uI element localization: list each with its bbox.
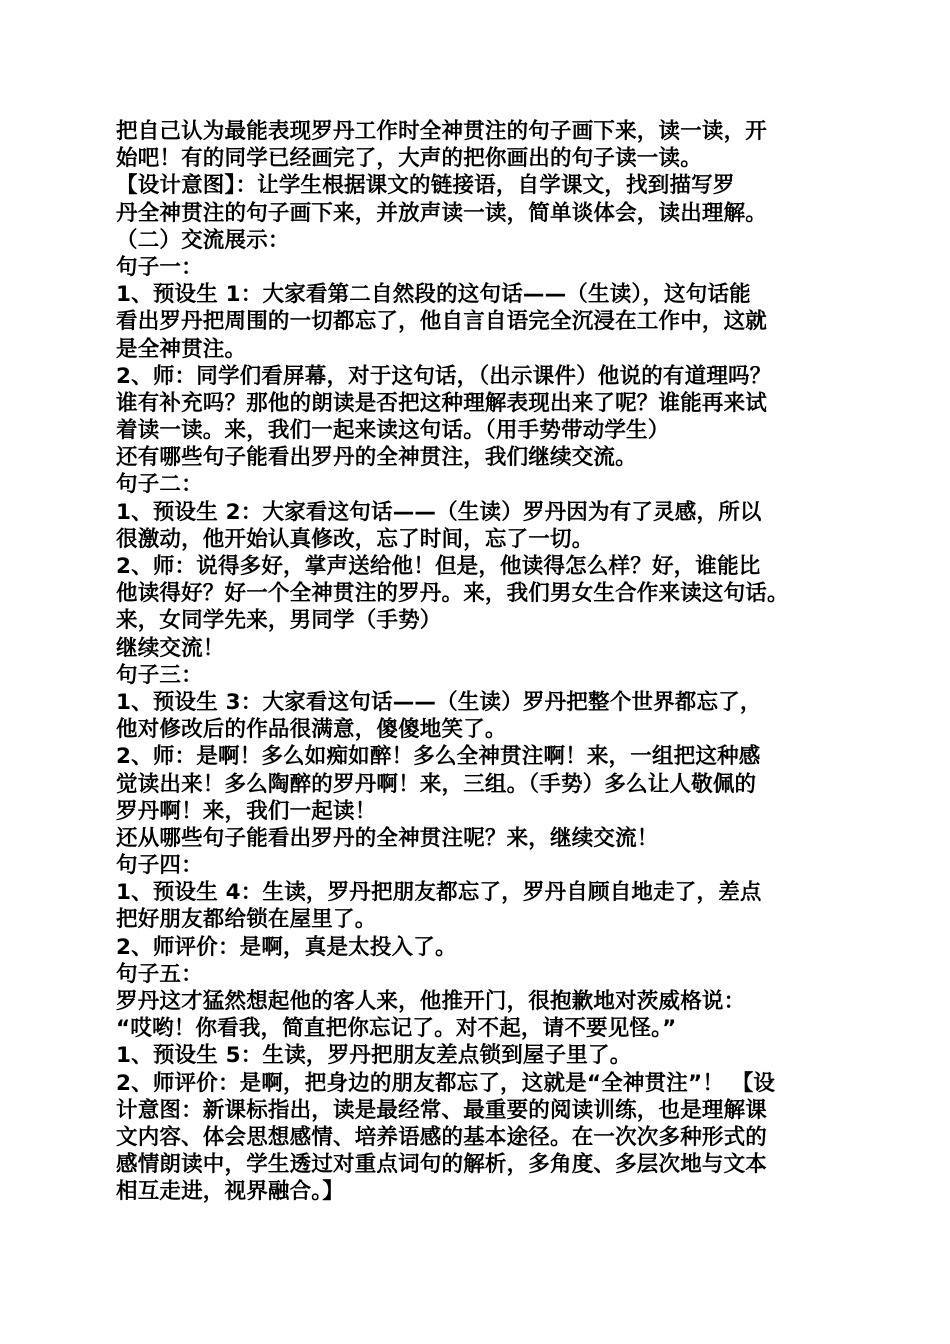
text-line: 是全神贯注。 [116, 336, 247, 362]
text-line: 【设计意图】：让学生根据课文的链接语，自学课文，找到描写罗 [116, 173, 735, 199]
sentence-heading: 句子二： [116, 472, 203, 498]
text-line: 2、师评价：是啊，真是太投入了。 [116, 934, 457, 960]
text-line: 感情朗读中，学生透过对重点词句的解析，多角度、多层次地与文本 [116, 1152, 768, 1178]
text-line: 1、预设生 1：大家看第二自然段的这句话——（生读），这句话能 [116, 282, 751, 308]
text-line: 还有哪些句子能看出罗丹的全神贯注，我们继续交流。 [116, 445, 637, 471]
sentence-heading: 句子五： [116, 961, 203, 987]
text-line: 2、师：说得多好，掌声送给他！但是，他读得怎么样？好，谁能比 [116, 554, 761, 579]
text-line: 着读一读。来，我们一起来读这句话。（用手势带动学生） [116, 418, 670, 444]
text-line: “哎哟！你看我，简直把你忘记了。对不起，请不要见怪。” [116, 1016, 677, 1042]
text-line: 看出罗丹把周围的一切都忘了，他自言自语完全沉浸在工作中，这就 [116, 309, 768, 335]
text-line: 始吧！有的同学已经画完了，大声的把你画出的句子读一读。 [116, 146, 702, 172]
text-line: 继续交流！ [116, 635, 225, 661]
text-line: 文内容、体会思想感情、培养语感的基本途径。在一次次多种形式的 [116, 1124, 768, 1150]
text-line: 丹全神贯注的句子画下来，并放声读一读，简单谈体会，读出理解。 [116, 200, 768, 226]
text-line: 1、预设生 4：生读，罗丹把朋友都忘了，罗丹自顾自地走了，差点 [116, 880, 762, 906]
text-line: 1、预设生 2：大家看这句话——（生读）罗丹因为有了灵感，所以 [116, 499, 762, 525]
text-line: 2、师：同学们看屏幕，对于这句话，（出示课件）他说的有道理吗？ [116, 363, 772, 389]
text-line: 他对修改后的作品很满意，傻傻地笑了。 [116, 717, 507, 743]
text-line: 很激动，他开始认真修改，忘了时间，忘了一切。 [116, 526, 594, 552]
document-body [116, 118, 840, 1206]
text-line: 罗丹这才猛然想起他的客人来，他推开门，很抱歉地对茨威格说： [116, 989, 746, 1014]
text-line: 来，女同学先来，男同学（手势） [116, 608, 442, 634]
text-line: 把好朋友都给锁在屋里了。 [116, 907, 377, 933]
text-line: 相互走进，视界融合。】 [116, 1179, 344, 1205]
sentence-heading: 句子三： [116, 662, 203, 688]
text-line: 计意图：新课标指出，读是最经常、最重要的阅读训练，也是理解课 [116, 1097, 768, 1123]
text-line: 罗丹啊！来，我们一起读！ [116, 798, 377, 824]
sentence-heading: 句子一： [116, 254, 203, 280]
text-line: 把自己认为最能表现罗丹工作时全神贯注的句子画下来，读一读，开 [116, 119, 768, 144]
text-line: 觉读出来！多么陶醉的罗丹啊！来，三组。（手势）多么让人敬佩的 [116, 771, 757, 797]
text-line: 2、师：是啊！多么如痴如醉！多么全神贯注啊！来，一组把这种感 [116, 744, 761, 770]
text-line: 还从哪些句子能看出罗丹的全神贯注呢？来，继续交流！ [116, 825, 659, 851]
sentence-heading: 句子四： [116, 853, 203, 879]
section-heading: （二）交流展示： [116, 227, 290, 253]
text-line: 1、预设生 5：生读，罗丹把朋友差点锁到屋子里了。 [116, 1043, 632, 1069]
text-line: 1、预设生 3：大家看这句话——（生读）罗丹把整个世界都忘了， [116, 689, 762, 715]
text-line: 2、师评价：是啊，把身边的朋友都忘了，这就是“全神贯注”！ 【设 [116, 1070, 776, 1096]
text-line: 谁有补充吗？那他的朗读是否把这种理解表现出来了呢？谁能再来试 [116, 390, 768, 416]
text-line: 他读得好？好一个全神贯注的罗丹。来，我们男女生合作来读这句话。 [116, 581, 789, 607]
